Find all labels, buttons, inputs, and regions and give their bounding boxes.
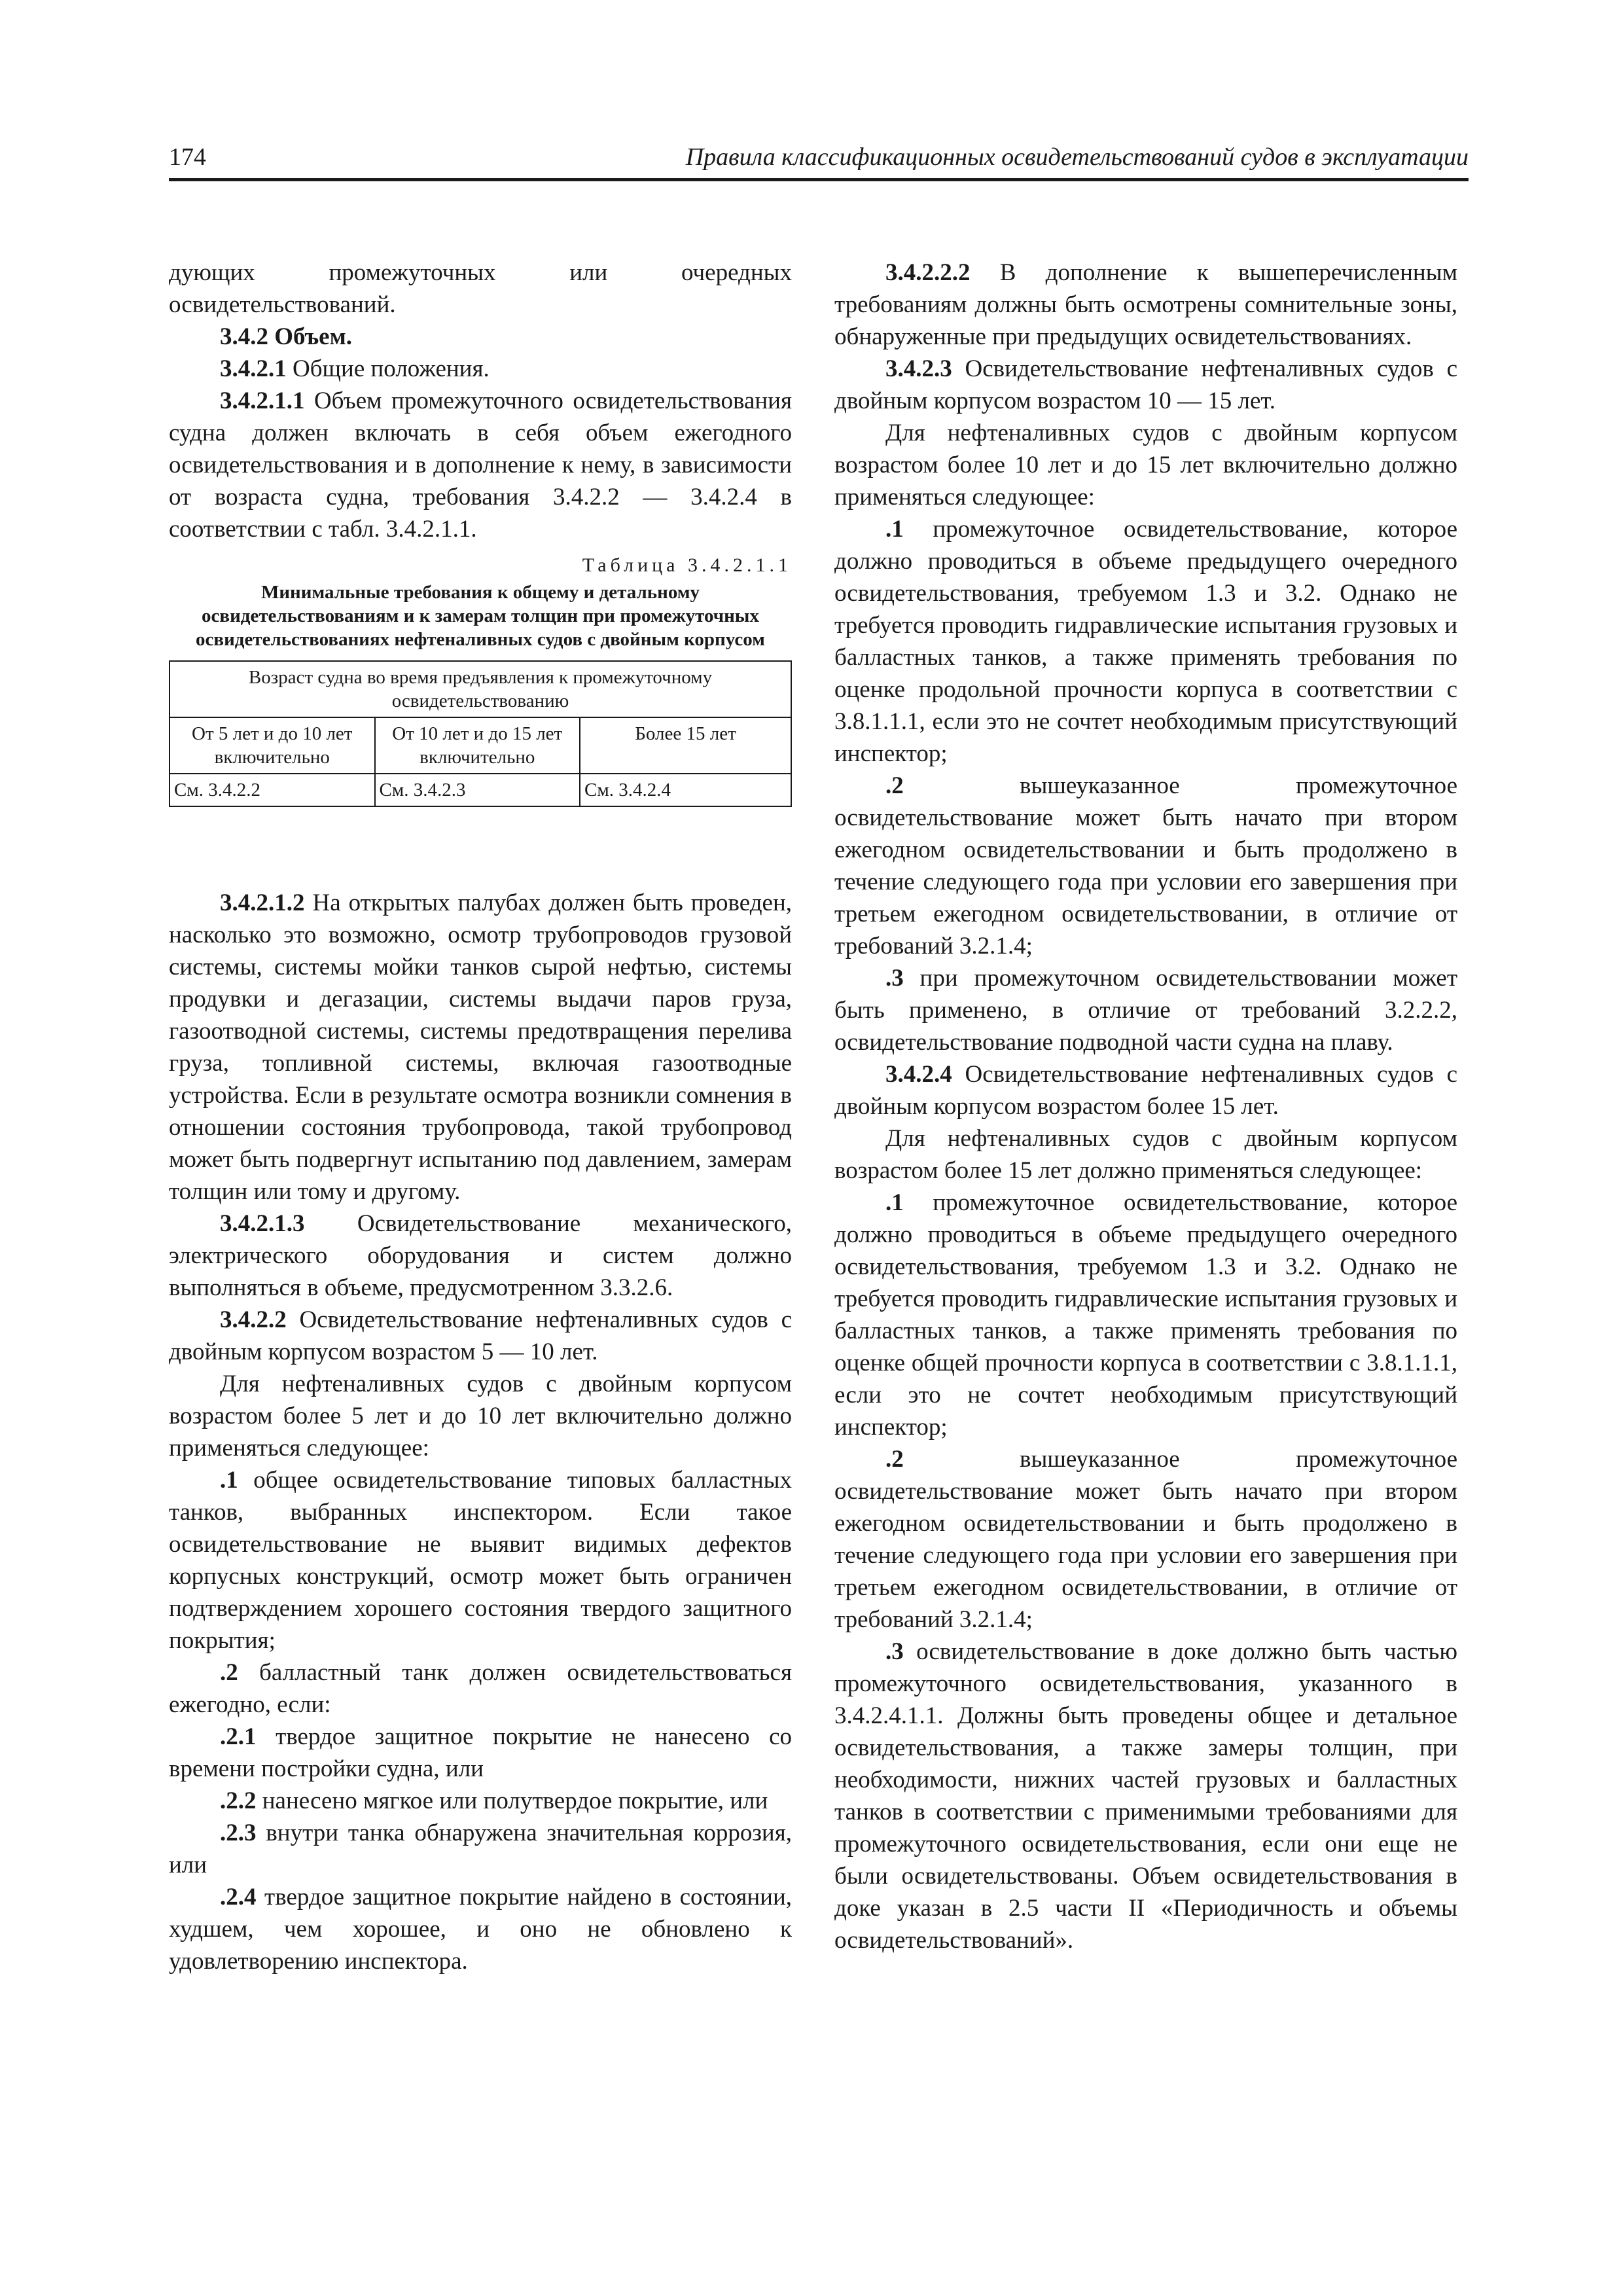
table-cell: См. 3.4.2.4 — [580, 774, 791, 806]
clause-text: Общие положения. — [286, 355, 490, 382]
item-text: промежуточное освидетельствование, которое должно проводиться в объеме предыдущего очередного освидетельствования, требуемом 1.3 и 3.2. Однако не требуется проводить гидравлические испытания грузовых и балластных танков, а также применять требования по оценке общей прочности корпуса в соответствии с 3.8.1.1.1, если это не сочтет необходимым присутствующий инспектор; — [834, 1189, 1457, 1441]
item-text: освидетельствование в доке должно быть частью промежуточного освидетельствования, указанного в 3.4.2.4.1.1. Должны быть проведены общее и детальное освидетельствования, а также замеры толщин, при необходимости, нижних частей грузовых и балластных танков в соответствии с применимыми требованиями для промежуточного освидетельствования, если они еще не были освидетельствованы. Объем освидетельствования в доке указан в 2.5 части II «Периодичность и объемы освидетельствований». — [834, 1638, 1457, 1954]
item-number: .1 — [220, 1467, 238, 1494]
table-header-row — [169, 661, 791, 717]
table-columns-row — [169, 717, 791, 774]
page-number: 174 — [169, 143, 206, 171]
running-title: Правила классификационных освидетельствований судов в эксплуатации — [685, 143, 1469, 171]
item-number: .2.4 — [220, 1884, 257, 1910]
item-text: вышеуказанное промежуточное освидетельствование может быть начато при втором ежегодном освидетельствовании и быть продолжено в течение следующего года при условии его завершения при третьем ежегодном освидетельствовании, в отличие от требований 3.2.1.4; — [834, 1446, 1457, 1633]
item-number: .2 — [885, 1446, 904, 1473]
item-text: промежуточное освидетельствование, которое должно проводиться в объеме предыдущего очередного освидетельствования, требуемом 1.3 и 3.2. Однако не требуется проводить гидравлические испытания грузовых и балластных танков, а также применять требования по оценке продольной прочности корпуса в соответствии с 3.8.1.1.1, если это не сочтет необходимым присутствующий инспектор; — [834, 516, 1457, 767]
paragraph-intro-over-15: Для нефтеналивных судов с двойным корпусом возрастом более 15 лет должно применяться следующее: — [834, 1125, 1457, 1184]
item-text: общее освидетельствование типовых балластных танков, выбранных инспектором. Если такое освидетельствование не выявит видимых дефектов корпусных конструкций, осмотр может быть ограничен подтверждением хорошего состояния твердого защитного покрытия; — [169, 1467, 792, 1654]
clause-text: В дополнение к вышеперечисленным требованиям должны быть осмотрены сомнительные зоны, обнаруженные при предыдущих освидетельствованиях. — [834, 259, 1457, 350]
spacer — [169, 807, 792, 887]
paragraph-3-4-2-2-2 — [834, 257, 1457, 353]
list-item-3 — [834, 1636, 1457, 1956]
clause-number: 3.4.2.3 — [885, 355, 952, 382]
table-header-cell: Возраст судна во время предъявления к промежуточному освидетельствованию — [169, 661, 791, 717]
table-column-head: От 10 лет и до 15 лет включительно — [375, 717, 580, 774]
table-cell: См. 3.4.2.2 — [169, 774, 375, 806]
item-text: вышеуказанное промежуточное освидетельствование может быть начато при втором ежегодном освидетельствовании и быть продолжено в течение следующего года при условии его завершения при третьем ежегодном освидетельствовании, в отличие от требований 3.2.1.4; — [834, 772, 1457, 960]
clause-number: 3.4.2.1.2 — [220, 889, 305, 916]
section-heading-text: 3.4.2 Объем. — [220, 323, 353, 350]
list-item-1 — [834, 1187, 1457, 1443]
list-item-2-2 — [169, 1785, 792, 1817]
item-text: балластный танк должен освидетельствоваться ежегодно, если: — [169, 1659, 792, 1718]
list-item-2-4 — [169, 1881, 792, 1977]
list-item-2 — [834, 770, 1457, 962]
list-item-2-3 — [169, 1817, 792, 1881]
item-number: .1 — [885, 1189, 904, 1216]
requirements-table — [169, 660, 792, 807]
item-text: твердое защитное покрытие найдено в состоянии, худшем, чем хорошее, и оно не обновлено к удовлетворению инспектора. — [169, 1884, 792, 1975]
clause-text: Освидетельствование нефтеналивных судов с двойным корпусом возрастом 5 — 10 лет. — [169, 1306, 792, 1365]
list-item-2 — [169, 1657, 792, 1721]
clause-number: 3.4.2.4 — [885, 1061, 952, 1088]
paragraph-3-4-2-3 — [834, 353, 1457, 417]
item-text: нанесено мягкое или полутвердое покрытие, или — [256, 1787, 768, 1814]
table-column-head: От 5 лет и до 10 лет включительно — [169, 717, 375, 774]
clause-text: Освидетельствование механического, электрического оборудования и систем должно выполняться в объеме, предусмотренном 3.3.2.6. — [169, 1210, 792, 1301]
item-text: внутри танка обнаружена значительная коррозия, или — [169, 1820, 792, 1878]
item-number: .2.1 — [220, 1723, 257, 1750]
table-title: Минимальные требования к общему и детальному освидетельствованиям и к замерам толщин при промежуточных освидетельствованиях нефтеналивных судов с двойным корпусом — [196, 582, 765, 650]
item-number: .3 — [885, 965, 904, 992]
paragraph-3-4-2-4 — [834, 1058, 1457, 1122]
list-item-2-1 — [169, 1721, 792, 1785]
clause-text: Объем промежуточного освидетельствования судна должен включать в себя объем ежегодного освидетельствования и в дополнение к нему, в зависимости от возраста судна, требования 3.4.2.2 — 3.4.2.4 в соответствии с табл. 3.4.2.1.1. — [169, 387, 792, 543]
paragraph-3-4-2-1-1 — [169, 385, 792, 545]
item-number: .2 — [220, 1659, 238, 1686]
item-number: .1 — [885, 516, 904, 543]
clause-number: 3.4.2.1.1 — [220, 387, 305, 414]
item-number: .2.3 — [220, 1820, 257, 1846]
left-column — [169, 257, 792, 1977]
item-number: .3 — [885, 1638, 904, 1665]
item-number: .2 — [885, 772, 904, 799]
clause-number: 3.4.2.2.2 — [885, 259, 971, 286]
page-header — [169, 143, 1469, 181]
header-rule — [169, 178, 1469, 181]
clause-text: Освидетельствование нефтеналивных судов с двойным корпусом возрастом 10 — 15 лет. — [834, 355, 1457, 414]
list-item-2 — [834, 1443, 1457, 1636]
list-item-1 — [834, 513, 1457, 770]
paragraph-intro-10-15: Для нефтеналивных судов с двойным корпусом возрастом более 10 лет и до 15 лет включительно должно применяться следующее: — [834, 420, 1457, 511]
item-text: твердое защитное покрытие не нанесено со времени постройки судна, или — [169, 1723, 792, 1782]
paragraph-3-4-2-1-3 — [169, 1208, 792, 1304]
clause-text: Освидетельствование нефтеналивных судов с двойным корпусом возрастом более 15 лет. — [834, 1061, 1457, 1120]
item-text: при промежуточном освидетельствовании может быть применено, в отличие от требований 3.2.2.2, освидетельствование подводной части судна на плаву. — [834, 965, 1457, 1056]
clause-number: 3.4.2.1.3 — [220, 1210, 305, 1237]
table-column-head: Более 15 лет — [580, 717, 791, 774]
clause-number: 3.4.2.1 — [220, 355, 287, 382]
table-row — [169, 774, 791, 806]
clause-number: 3.4.2.2 — [220, 1306, 287, 1333]
item-number: .2.2 — [220, 1787, 257, 1814]
paragraph-intro-5-10: Для нефтеналивных судов с двойным корпусом возрастом более 5 лет и до 10 лет включительно должно применяться следующее: — [169, 1371, 792, 1462]
table-caption: Таблица 3.4.2.1.1 — [582, 554, 792, 576]
clause-text: На открытых палубах должен быть проведен, насколько это возможно, осмотр трубопроводов грузовой системы, системы мойки танков сырой нефтью, системы продувки и дегазации, системы выдачи паров груза, газоотводной системы, системы предотвращения перелива груза, топливной системы, включая газоотводные устройства. Если в результате осмотра возникли сомнения в отношении состояния трубопровода, такой трубопровод может быть подвергнут испытанию под давлением, замерам толщин или тому и другому. — [169, 889, 792, 1205]
list-item-1 — [169, 1464, 792, 1657]
subsection-heading — [169, 353, 792, 385]
paragraph-3-4-2-1-2 — [169, 887, 792, 1208]
paragraph-continuation: дующих промежуточных или очередных освидетельствований. — [169, 259, 792, 318]
table-cell: См. 3.4.2.3 — [375, 774, 580, 806]
section-heading — [169, 321, 792, 353]
paragraph-3-4-2-2 — [169, 1304, 792, 1368]
list-item-3 — [834, 962, 1457, 1058]
right-column — [834, 257, 1457, 1956]
